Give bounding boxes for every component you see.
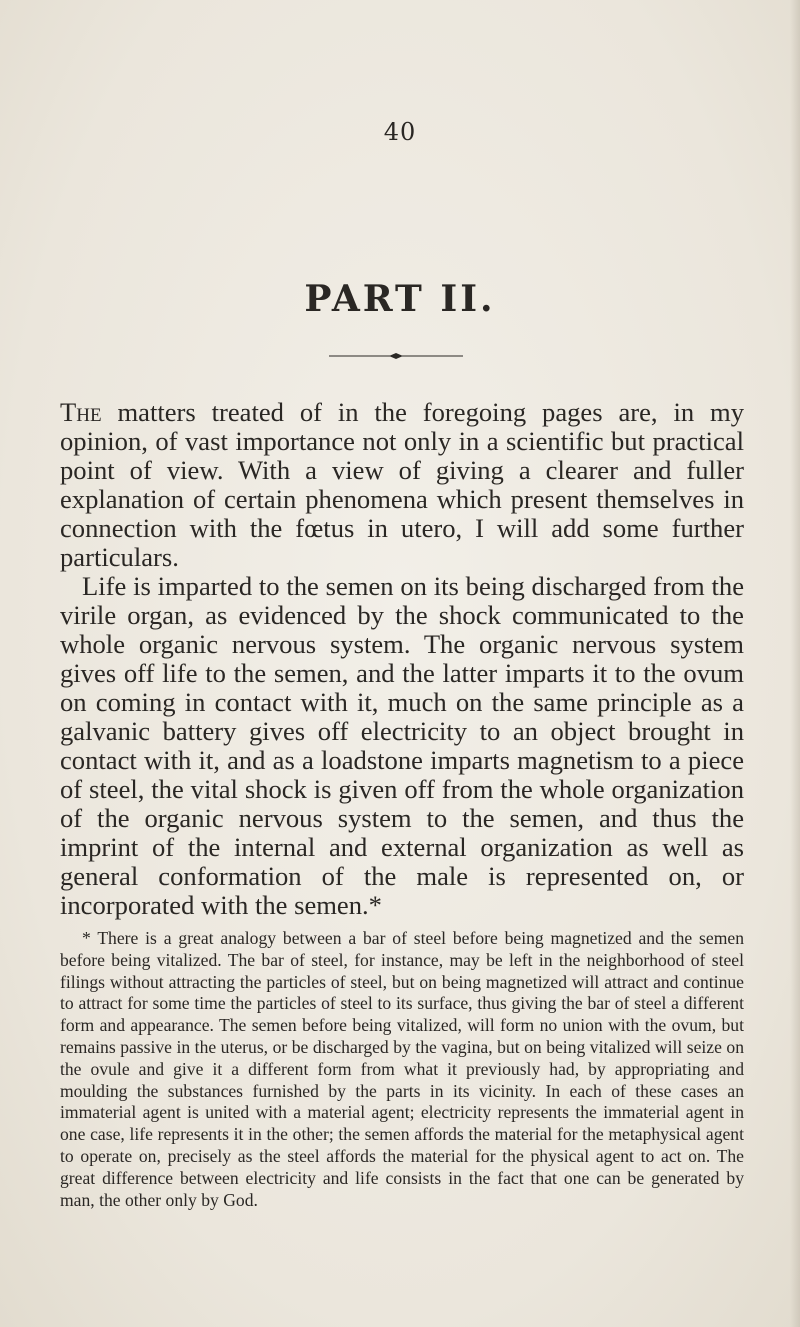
ornamental-divider: [329, 352, 463, 354]
page-edge-shadow: [790, 0, 800, 1327]
page-number: 40: [383, 118, 417, 146]
part-heading: PART II.: [304, 278, 496, 320]
paragraph-1: [60, 398, 744, 572]
footnote: * There is a great analogy between a bar of steel before being magnetized and the semen before being vitalized. The bar of steel, for instance, may be left in the neighborhood of steel filings without attracting the particles of steel, but on being magnetized will attract and continue to attract for some time the particles of steel to its surface, thus giving the bar of steel a different form and appearance. The semen before being vitalized, will form no union with the ovum, but remains passive in the uterus, or be discharged by the vagina, but on being vitalized will seize on the ovule and give it a different form from what it previously had, by appropriating and moulding the substances furnished by the parts in its vicinity. In each of these cases an immaterial agent is united with a material agent; electricity represents the immaterial agent in one case, life represents it in the other; the semen affords the material for the metaphysical agent to operate on, precisely as the steel affords the material for the physical agent to act on. The great difference between electricity and life consists in the fact that one can be generated by man, the other only by God.: [60, 928, 744, 1210]
divider-rule-icon: [329, 352, 463, 360]
paragraph-1-text: matters treated of in the foregoing pages are, in my opinion, of vast importance not only in a scientific but practical point of view. With a view of giving a clearer and fuller explanation of certain phenomena which present themselves in connection with the fœtus in utero, I will add some further particulars.: [60, 397, 744, 572]
paragraph-2: Life is imparted to the semen on its being discharged from the virile organ, as evidenced by the shock communicated to the whole organic nervous system. The organic nervous system gives off life to the semen, and the latter imparts it to the ovum on coming in contact with it, much on the same principle as a galvanic battery gives off electricity to an object brought in contact with it, and as a loadstone imparts magnetism to a piece of steel, the vital shock is given off from the whole organization of the organic nervous system to the semen, and thus the imprint of the internal and external organization as well as general conformation of the male is represented on, or incorporated with the semen.*: [60, 571, 744, 920]
body-text: [60, 398, 744, 920]
lead-word: The: [60, 397, 102, 427]
